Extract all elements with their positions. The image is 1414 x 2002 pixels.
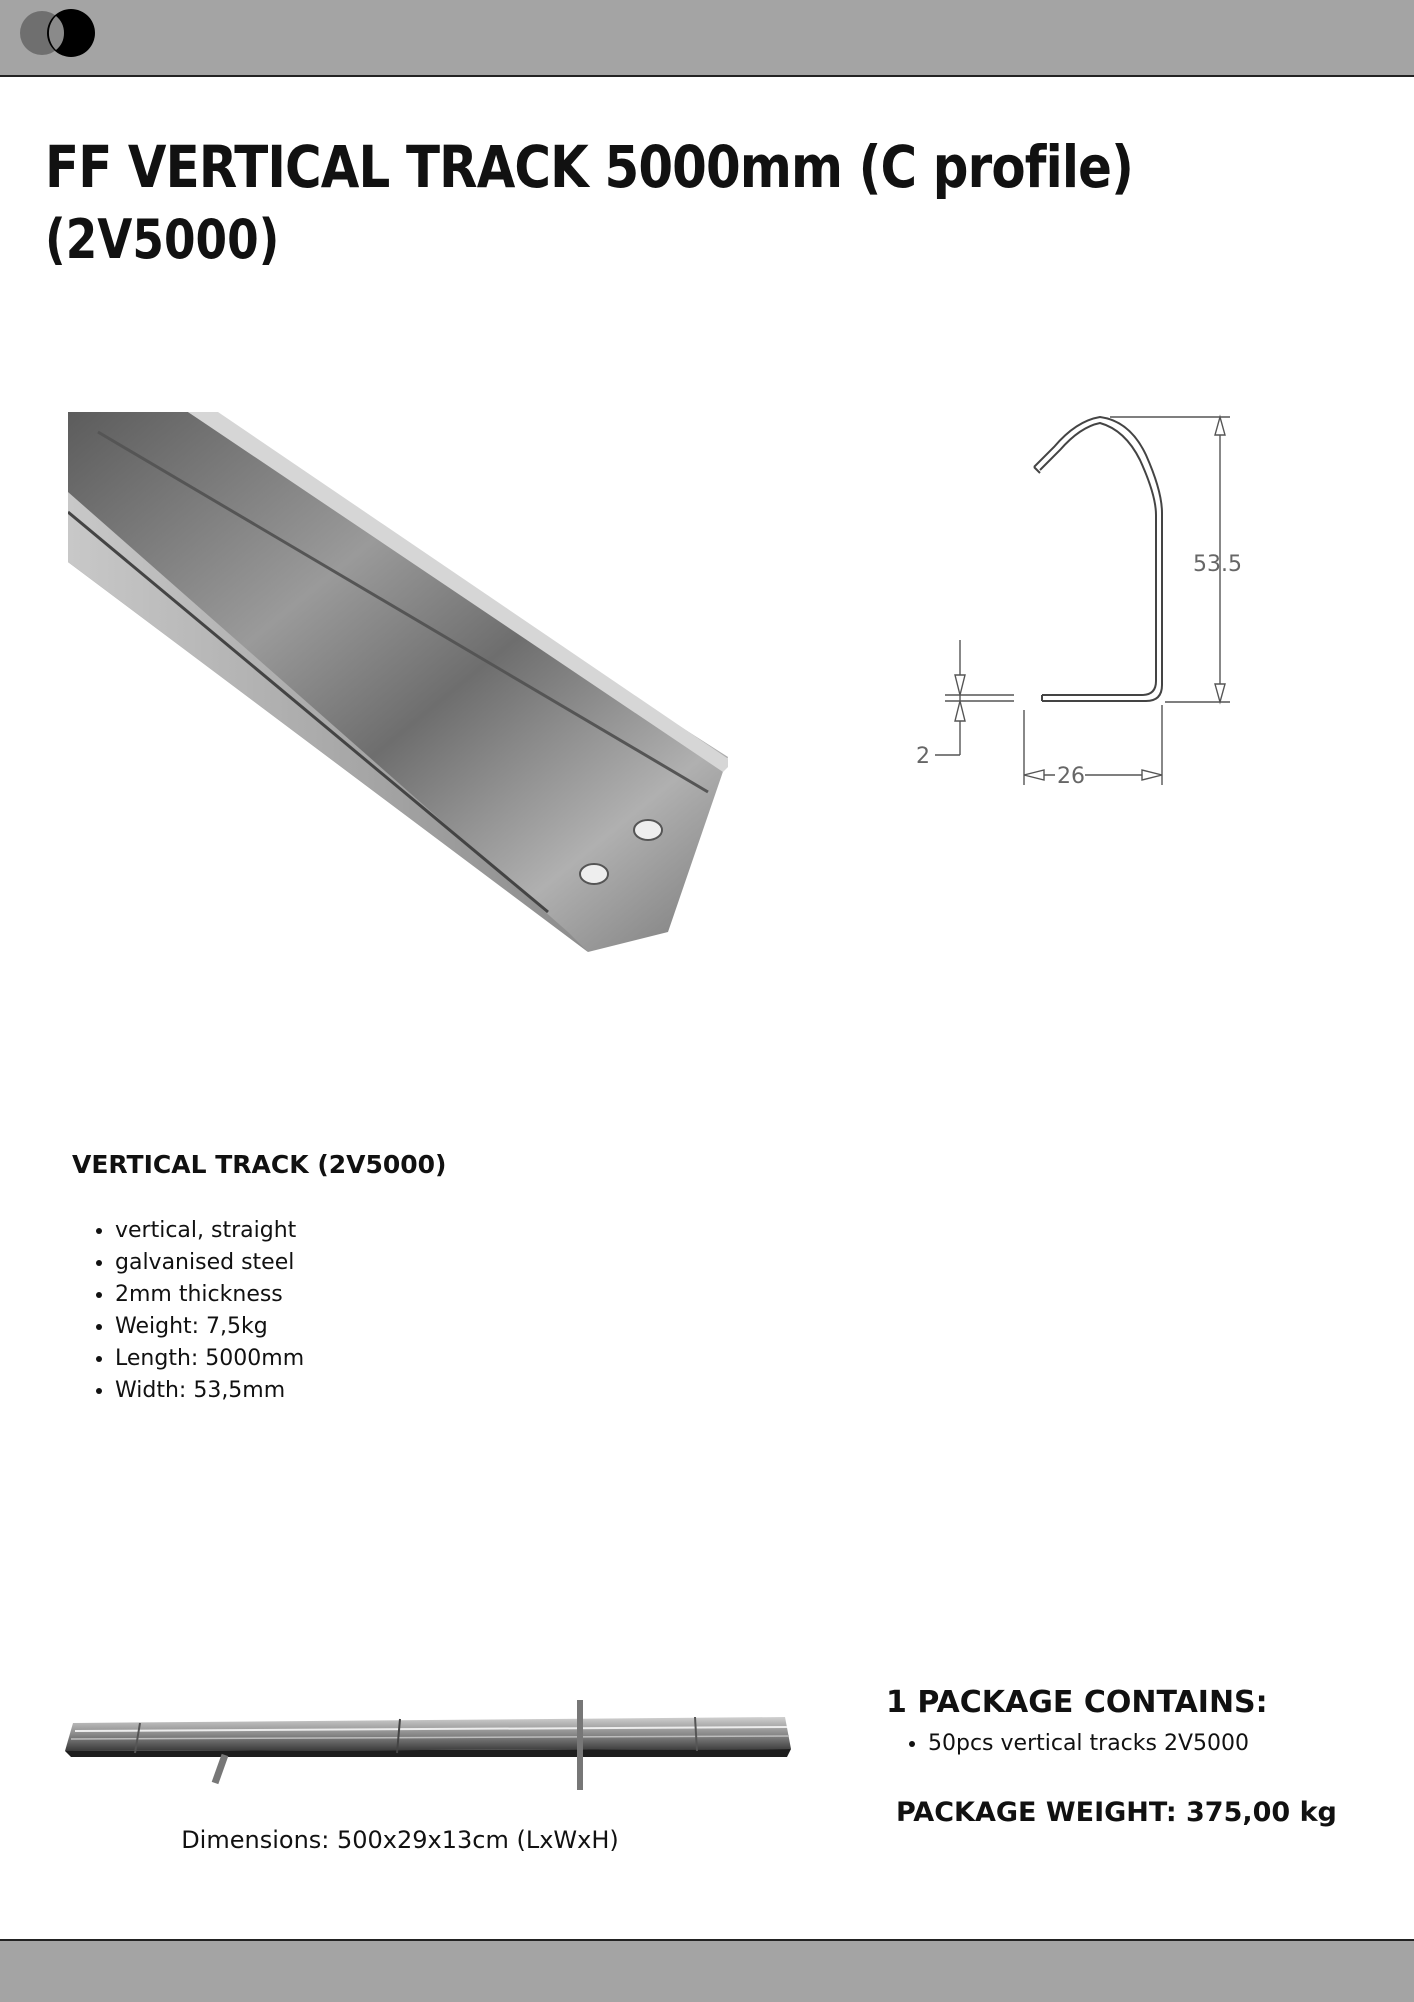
list-item: • Length: 5000mm (115, 1343, 304, 1375)
package-contents-list (886, 1728, 1249, 1760)
package-contains-heading: 1 PACKAGE CONTAINS: (886, 1685, 1268, 1720)
height-dimension-label: 53.5 (1193, 552, 1242, 577)
page-title: FF VERTICAL TRACK 5000mm (C profile) (45, 133, 1134, 201)
list-item: • Weight: 7,5kg (115, 1311, 304, 1343)
header-bar (0, 0, 1414, 77)
profile-drawing (900, 405, 1260, 805)
track-photo (68, 412, 728, 952)
width-dimension-label: 26 (1057, 764, 1085, 789)
thickness-dimension-label: 2 (916, 744, 930, 769)
list-item: • Width: 53,5mm (115, 1375, 304, 1407)
spec-list (72, 1215, 304, 1407)
package-bundle-photo (65, 1695, 795, 1795)
list-item: • 2mm thickness (115, 1279, 304, 1311)
package-weight: PACKAGE WEIGHT: 375,00 kg (896, 1797, 1337, 1828)
package-dimensions: Dimensions: 500x29x13cm (LxWxH) (181, 1826, 619, 1854)
list-item: • vertical, straight (115, 1215, 304, 1247)
product-code: (2V5000) (45, 208, 280, 271)
list-item: • 50pcs vertical tracks 2V5000 (928, 1728, 1249, 1760)
two-circles-logo-icon (18, 6, 104, 60)
footer-bar (0, 1939, 1414, 2002)
list-item: • galvanised steel (115, 1247, 304, 1279)
spec-heading: VERTICAL TRACK (2V5000) (72, 1150, 447, 1179)
